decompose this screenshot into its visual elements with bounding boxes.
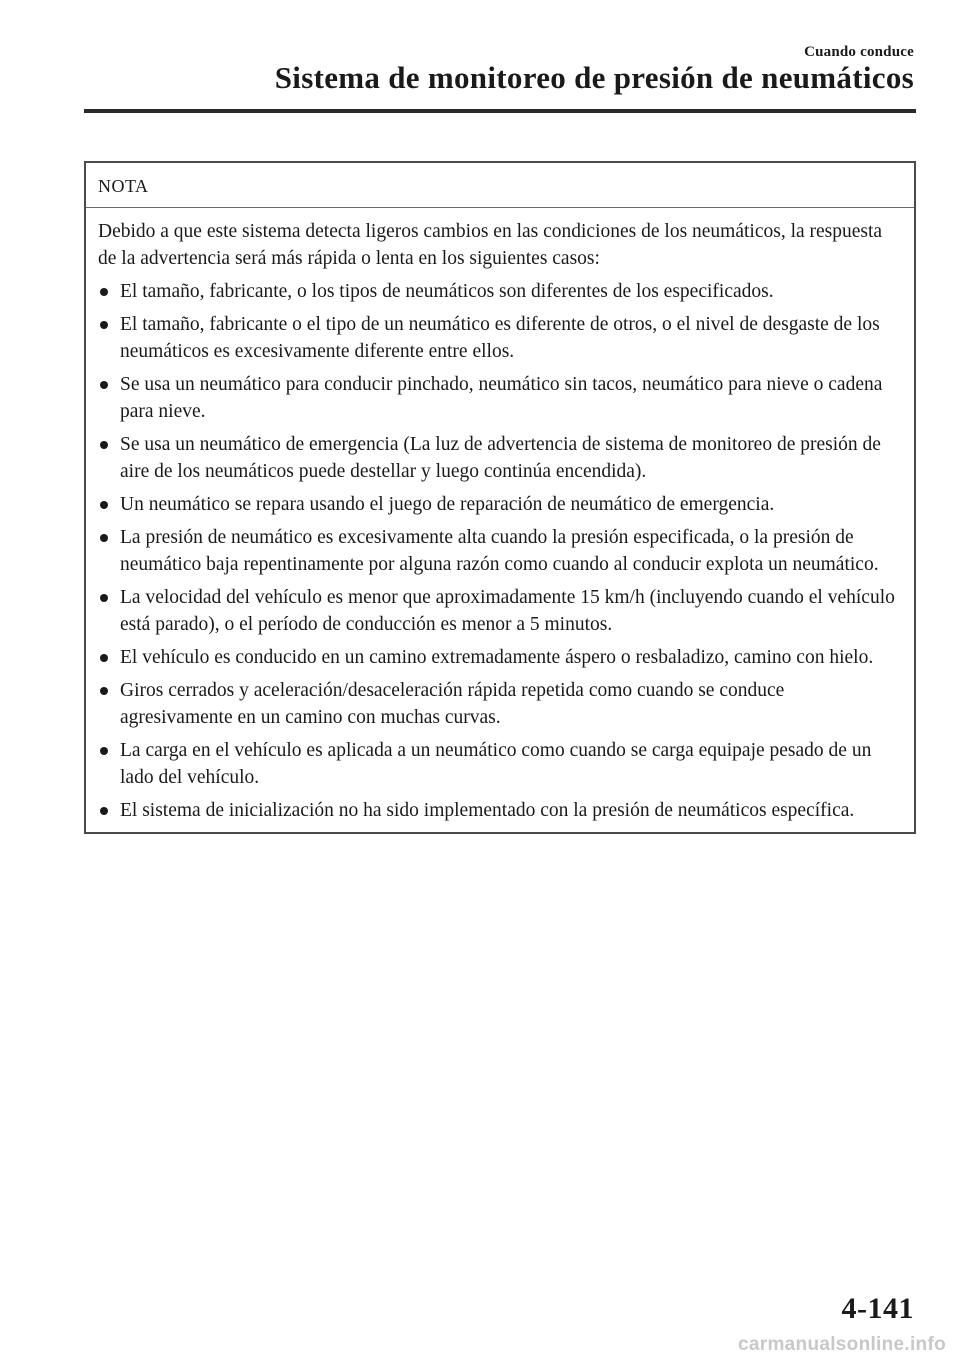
page-number: 4-141 — [841, 1292, 914, 1325]
list-item-text: El vehículo es conducido en un camino extremadamente áspero o resbaladizo, camino con hielo. — [120, 647, 874, 668]
list-item-text: Se usa un neumático de emergencia (La luz de advertencia de sistema de monitoreo de presión de aire de los neumáticos puede destellar y luego continúa encendida). — [120, 434, 881, 482]
list-item-text: La carga en el vehículo es aplicada a un neumático como cuando se carga equipaje pesado de un lado del vehículo. — [120, 740, 872, 788]
list-item — [98, 797, 900, 824]
section-label: Cuando conduce — [804, 44, 914, 60]
list-item-text: Giros cerrados y aceleración/desaceleración rápida repetida como cuando se conduce agresivamente en un camino con muchas curvas. — [120, 680, 785, 728]
list-item — [98, 311, 900, 365]
bullet-icon — [100, 321, 108, 329]
list-item — [98, 677, 900, 731]
list-item — [98, 491, 900, 518]
list-item — [98, 737, 900, 791]
list-item — [98, 431, 900, 485]
list-item-text: La presión de neumático es excesivamente alta cuando la presión especificada, o la presión de neumático baja repentinamente por alguna razón como cuando al conducir explota un neumático. — [120, 527, 879, 575]
title-divider — [84, 109, 916, 113]
page-title: Sistema de monitoreo de presión de neumáticos — [274, 60, 914, 95]
list-item-text: La velocidad del vehículo es menor que aproximadamente 15 km/h (incluyendo cuando el vehículo está parado), o el período de conducción es menor a 5 minutos. — [120, 587, 895, 635]
list-item-text: Se usa un neumático para conducir pinchado, neumático sin tacos, neumático para nieve o cadena para nieve. — [120, 374, 883, 422]
bullet-icon — [100, 534, 108, 542]
list-item-text: El sistema de inicialización no ha sido implementado con la presión de neumáticos específica. — [120, 800, 855, 821]
note-body — [86, 208, 914, 832]
bullet-icon — [100, 807, 108, 815]
list-item — [98, 584, 900, 638]
bullet-icon — [100, 687, 108, 695]
list-item-text: Un neumático se repara usando el juego de reparación de neumático de emergencia. — [120, 494, 775, 515]
note-box — [84, 161, 916, 834]
bullet-icon — [100, 594, 108, 602]
note-list — [98, 278, 900, 824]
bullet-icon — [100, 747, 108, 755]
bullet-icon — [100, 288, 108, 296]
list-item-text: El tamaño, fabricante, o los tipos de neumáticos son diferentes de los especificados. — [120, 281, 774, 302]
watermark: carmanualsonline.info — [738, 1334, 946, 1355]
list-item — [98, 524, 900, 578]
list-item — [98, 371, 900, 425]
list-item-text: El tamaño, fabricante o el tipo de un neumático es diferente de otros, o el nivel de desgaste de los neumáticos es excesivamente diferente entre ellos. — [120, 314, 880, 362]
bullet-icon — [100, 654, 108, 662]
note-intro: Debido a que este sistema detecta ligeros cambios en las condiciones de los neumáticos, la respuesta de la advertencia será más rápida o lenta en los siguientes casos: — [98, 221, 883, 269]
bullet-icon — [100, 381, 108, 389]
note-label: NOTA — [86, 163, 914, 208]
bullet-icon — [100, 441, 108, 449]
list-item — [98, 644, 900, 671]
bullet-icon — [100, 501, 108, 509]
list-item — [98, 278, 900, 305]
